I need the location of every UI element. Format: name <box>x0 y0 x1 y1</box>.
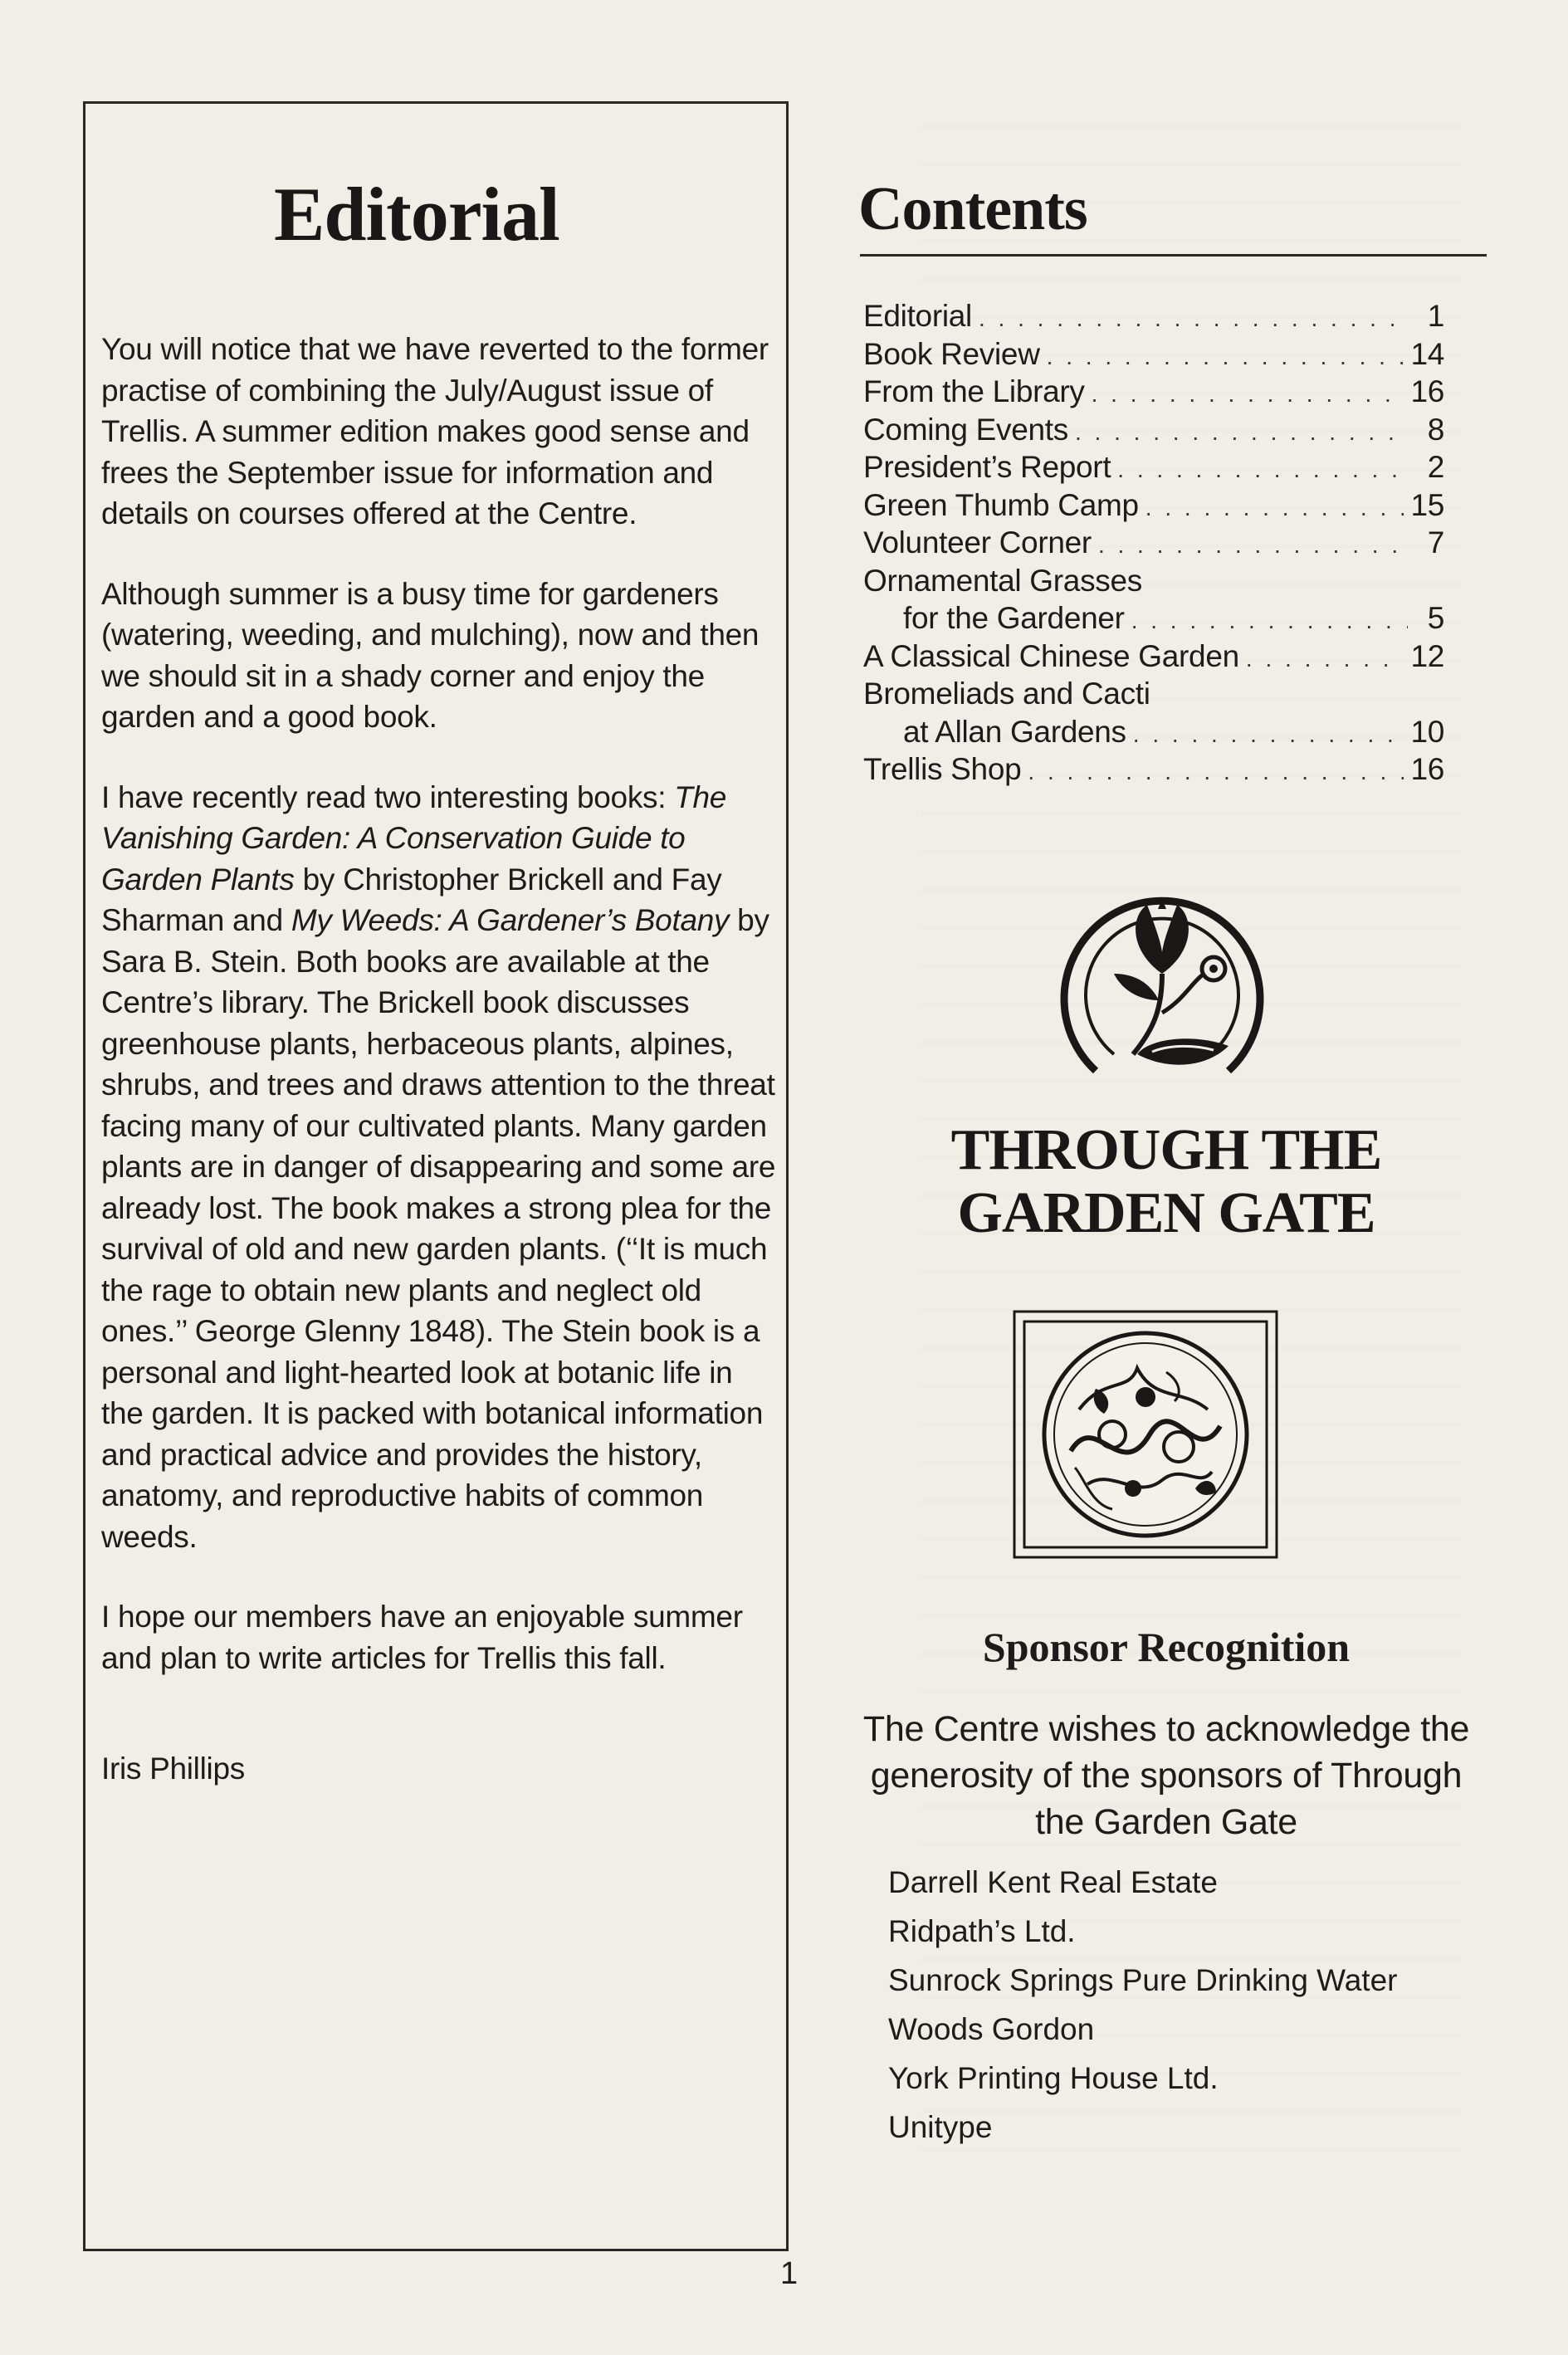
contents-item <box>863 411 1444 449</box>
contents-item-page: 15 <box>1410 487 1444 522</box>
paragraph-3-intro: I have recently read two interesting books: <box>101 779 675 814</box>
floral-medallion-icon <box>1013 1310 1278 1559</box>
contents-item-label: Trellis Shop <box>863 752 1022 786</box>
contents-item-page: 7 <box>1427 525 1444 559</box>
contents-item <box>863 486 1444 525</box>
sponsor-item: Darrell Kent Real Estate <box>888 1865 1218 1899</box>
contents-item-label: President’s Report <box>863 450 1111 484</box>
contents-item <box>863 599 1444 638</box>
sponsor-item: Sunrock Springs Pure Drinking Water <box>888 1963 1398 1997</box>
leader-dots <box>1131 602 1408 640</box>
contents-item-page: 5 <box>1427 601 1444 635</box>
leader-dots <box>1246 640 1404 678</box>
contents-item <box>863 750 1444 789</box>
contents-item-label: Coming Events <box>863 412 1068 447</box>
contents-item-label: Book Review <box>863 336 1040 371</box>
garden-gate-title: THROUGH THE GARDEN GATE <box>950 1118 1382 1245</box>
contents-item <box>863 297 1444 335</box>
leader-dots <box>1117 451 1408 489</box>
leader-dots <box>1145 489 1404 527</box>
paragraph-3-authors: by Christopher Brickell and Fay Sharman and <box>101 862 722 937</box>
editorial-body <box>101 329 778 1829</box>
editorial-paragraph-4: I hope our members have an enjoyable summer and plan to write articles for Trellis this fall. <box>101 1600 743 1675</box>
sponsor-item: York Printing House Ltd. <box>888 2061 1219 2095</box>
contents-item-label: Editorial <box>863 299 972 333</box>
contents-item-page: 2 <box>1427 450 1444 484</box>
leader-dots <box>979 300 1408 338</box>
sponsor-item: Unitype <box>888 2110 993 2144</box>
contents-item <box>863 373 1444 411</box>
contents-item-label: Ornamental Grasses <box>863 563 1142 598</box>
paragraph-3-body: by Sara B. Stein. Both books are available at the Centre’s library. The Brickell book discusses greenhouse plants, herbaceous plants, alpines, shrubs, and trees and draws attention to the threat facing many of our cultivated plants. Many garden plants are in danger of disappearing and some are already lost. The book makes a strong plea for the survival of old and new garden plants. (‘‘It is much the rage to obtain new plants and neglect old ones.’’ George Glenny 1848). The Stein book is a personal and light-hearted look at botanic life in the garden. It is packed with botanical information and practical advice and provides the history, anatomy, and reproductive habits of common weeds. <box>101 903 776 1554</box>
contents-item <box>863 448 1444 486</box>
contents-item-label: Volunteer Corner <box>863 525 1092 559</box>
contents-item-page: 8 <box>1427 412 1444 447</box>
book-title-my-weeds: My Weeds: A Gardener’s Botany <box>291 903 730 937</box>
leader-dots <box>1133 716 1404 754</box>
contents-divider <box>860 254 1487 257</box>
contents-item-label-continuation: for the Gardener <box>903 601 1125 635</box>
page-number: 1 <box>780 2256 799 2291</box>
sponsor-item: Ridpath’s Ltd. <box>888 1914 1076 1948</box>
sponsor-heading: Sponsor Recognition <box>982 1624 1351 1670</box>
contents-item-page: 12 <box>1410 638 1444 673</box>
sponsor-intro: The Centre wishes to acknowledge the generosity of the sponsors of Through the Garden Gate <box>862 1709 1470 1842</box>
sponsor-item: Woods Gordon <box>888 2012 1095 2046</box>
editorial-signature: Iris Phillips <box>101 1752 245 1786</box>
contents-list <box>863 297 1444 789</box>
contents-item-label: A Classical Chinese Garden <box>863 638 1239 673</box>
editorial-paragraph-1: You will notice that we have reverted to the former practise of combining the July/August issue of Trellis. A summer edition makes good sense and frees the September issue for information and details on courses offered at the Centre. <box>101 332 769 530</box>
leader-dots <box>1047 338 1404 376</box>
contents-item <box>863 335 1444 374</box>
sponsor-list <box>888 1858 1397 2152</box>
contents-item-page: 1 <box>1427 299 1444 333</box>
contents-item-label: From the Library <box>863 374 1085 408</box>
leader-dots <box>1092 375 1404 413</box>
contents-item-page: 10 <box>1410 714 1444 749</box>
contents-item-label: Green Thumb Camp <box>863 487 1139 522</box>
contents-item <box>863 713 1444 751</box>
contents-title: Contents <box>858 175 1087 243</box>
contents-item <box>863 524 1444 562</box>
contents-item-page: 16 <box>1410 752 1444 786</box>
tulip-circle-logo-icon <box>1038 876 1287 1100</box>
contents-item-page: 16 <box>1410 374 1444 408</box>
contents-item-label: Bromeliads and Cacti <box>863 677 1150 711</box>
contents-item-first-line <box>863 562 1444 600</box>
book-title-vanishing-garden: The Vanishing Garden: A Conservation Guide to Garden Plants <box>101 779 727 897</box>
leader-dots <box>1098 526 1408 564</box>
editorial-paragraph-2: Although summer is a busy time for gardeners (watering, weeding, and mulching), now and then we should sit in a shady corner and enjoy the garden and a good book. <box>101 576 760 734</box>
leader-dots <box>1028 753 1404 791</box>
editorial-title: Editorial <box>274 172 559 257</box>
contents-item <box>863 638 1444 676</box>
leader-dots <box>1075 413 1408 452</box>
contents-item-first-line <box>863 675 1444 713</box>
editorial-paragraph-3 <box>101 777 778 1558</box>
contents-item-page: 14 <box>1410 336 1444 371</box>
contents-item-label-continuation: at Allan Gardens <box>903 714 1126 749</box>
